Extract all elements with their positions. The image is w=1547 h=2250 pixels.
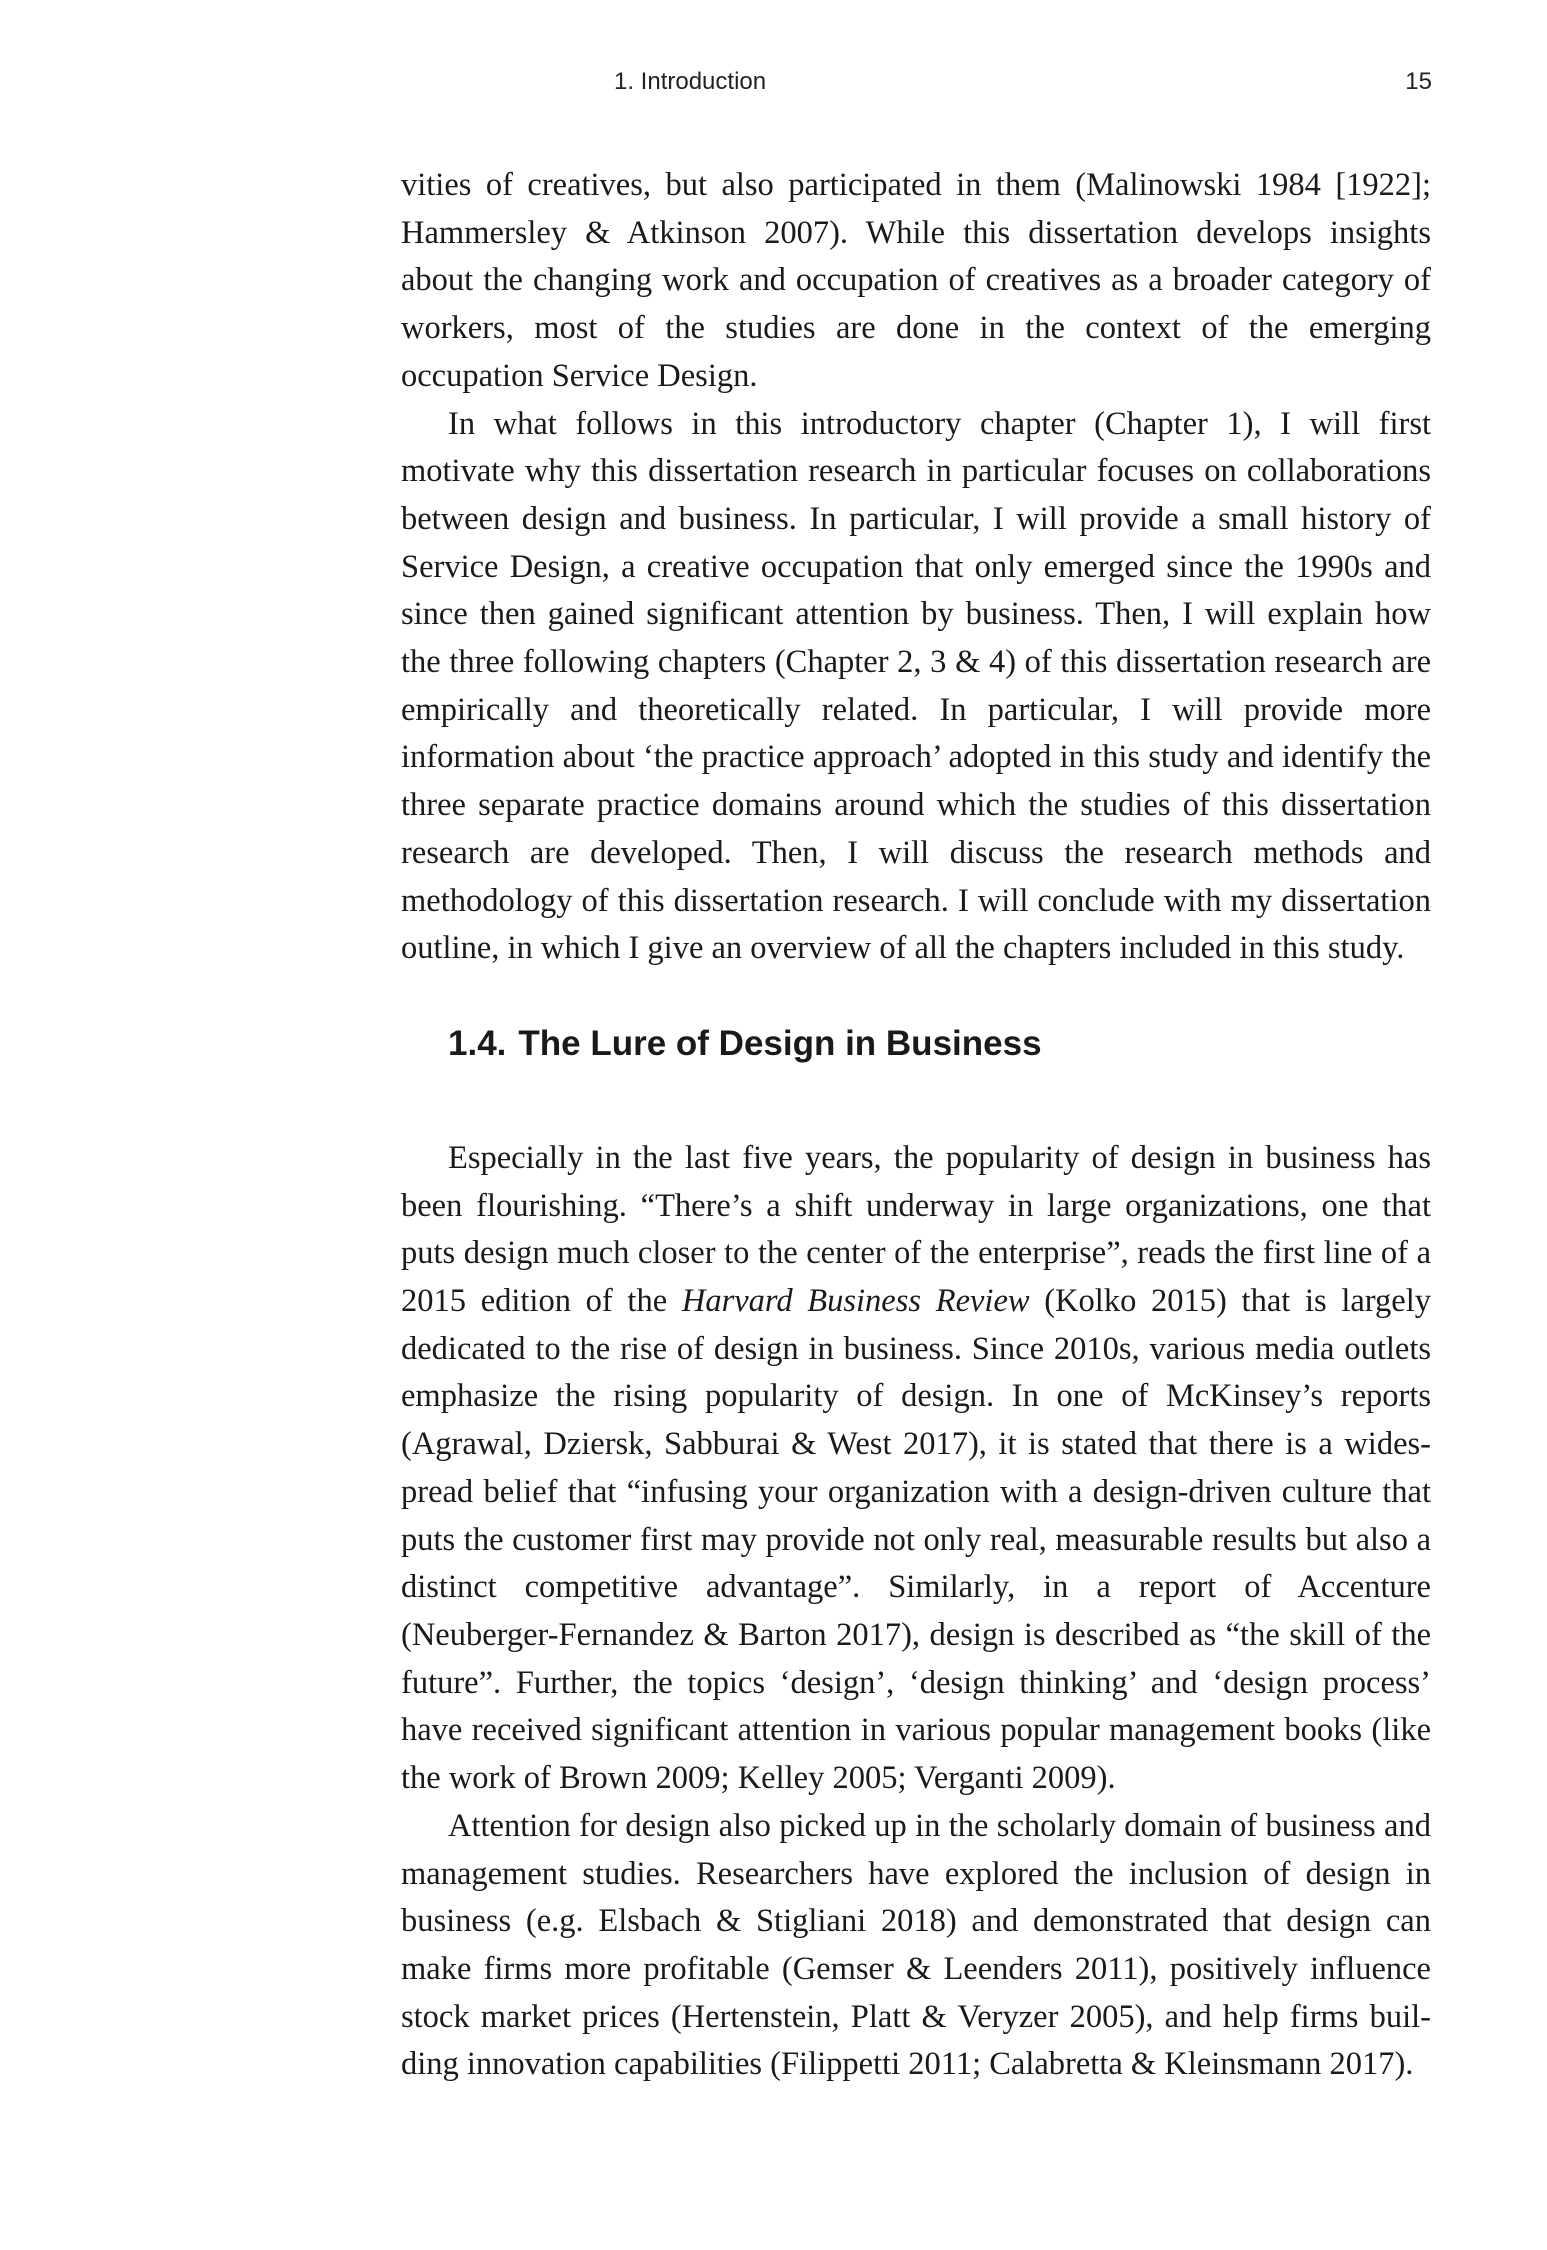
section-paragraph xyxy=(401,1135,1431,1803)
body-paragraph: In what follows in this introductory chapter (Chapter 1), I will first motivate why this dissertation research in particular focuses on collaborations between design and business. In particular, I will provide a small history of Service Design, a creative occupation that only emerged since the 1990s and since then gained significant attention by business. Then, I will explain how the three following chapters (Chapter 2, 3 & 4) of this dissertation research are empirically and theoretically related. In particular, I will provide more information about ‘the practice approach’ adopted in this study and identify the three separate practice domains around which the studies of this dissertation research are developed. Then, I will discuss the research methods and methodology of this dissertation research. I will conclude with my dissertation outline, in which I give an overview of all the chapters included in this study. xyxy=(401,405,1431,967)
running-header xyxy=(0,68,1547,102)
section-paragraph-text-start: Especially in the last five years, the popularity of design in business has been flourishing. “There’s a shift underway in large organizations, one that puts design much closer to the center of the enterprise”, reads the first line of a 2015 edition of the xyxy=(401,1139,1431,1320)
body-paragraph-continued: vities of creatives, but also participated in them (Malinowski 1984 [1922]; Hammersley & Atkinson 2007). While this dissertation develops insights about the changing work and occupation of creatives as a broader category of workers, most of the studies are done in the context of the emerging occupation Service Design. xyxy=(401,167,1431,394)
section-title: The Lure of Design in Business xyxy=(518,1023,1042,1063)
section-paragraph: Attention for design also picked up in the scholarly domain of business and management studies. Researchers have explored the inclusion of design in business (e.g. Elsbach & Stigliani 2018) and demonstrated that design can make firms more profitable (Gemser & Leenders 2011), positively influence stock market prices (Hertenstein, Platt & Veryzer 2005), and help firms building innovation capabilities (Filippetti 2011; Calabretta & Kleinsmann 2017). xyxy=(401,1807,1431,2083)
section-heading xyxy=(448,1020,1431,1068)
journal-title: Harvard Business Review xyxy=(681,1283,1030,1320)
page-body xyxy=(401,162,1431,2089)
section-number: 1.4. xyxy=(448,1023,507,1063)
section-paragraph-text-end: (Kolko 2015) that is largely dedicated to the rise of design in business. Since 2010s, various media outlets emphasize the rising popularity of design. In one of McKinsey’s reports (Agrawal, Dziersk, Sabburai & West 2017), it is stated that there is a widespread belief that “infusing your organization with a design-driven culture that puts the customer first may provide not only real, measurable results but also a distinct competitive advantage”. Similarly, in a report of Accenture (Neuberger-Fernandez & Barton 2017), design is described as “the skill of the future”. Further, the topics ‘design’, ‘design thinking’ and ‘design process’ have received significant attention in various popular management books (like the work of Brown 2009; Kelley 2005; Verganti 2009). xyxy=(401,1283,1432,1797)
page-number: 15 xyxy=(1405,68,1432,95)
running-header-chapter: 1. Introduction xyxy=(614,68,767,95)
